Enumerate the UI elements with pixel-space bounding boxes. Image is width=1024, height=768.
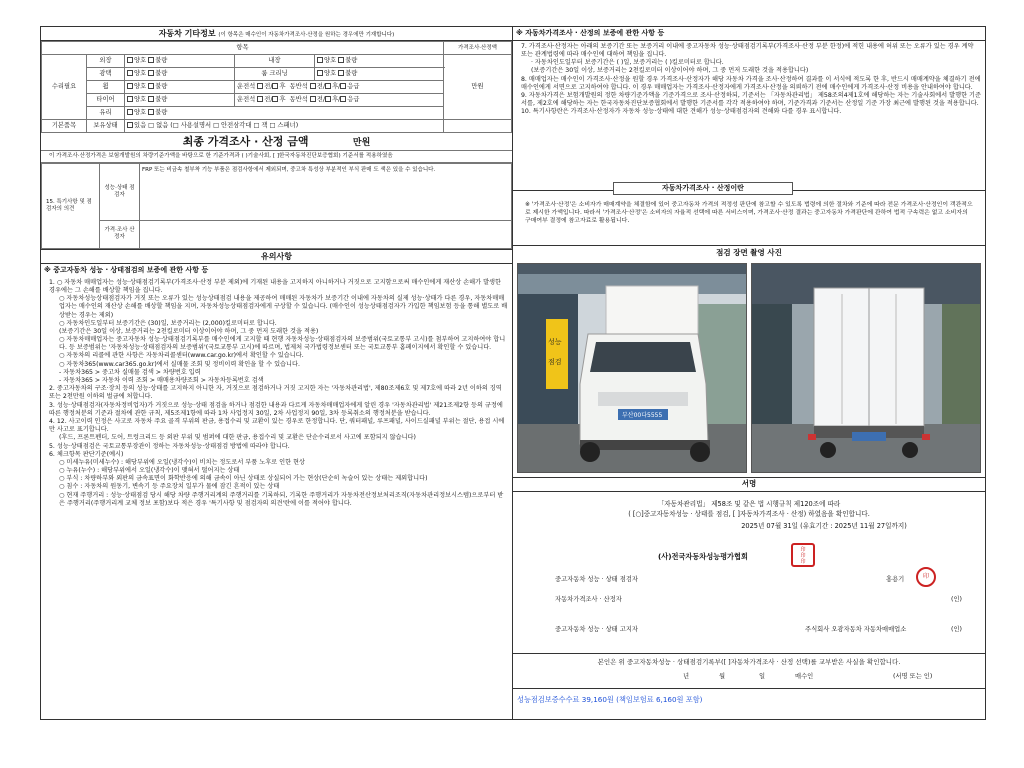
notice-item: (후드, 프론트펜더, 도어, 트렁크리드 등 외판 부위 및 범퍼에 대한 판금, 용접수리 및 교환은 단순수리로서 사고에 포함되지 않습니다) [59,434,416,442]
other-info-note: (이 항목은 매수인이 자동차가격조사·산정을 원하는 경우에만 기재합니다) [218,32,395,38]
notice-item: 7. 가격조사·산정자는 아래의 보증기간 또는 보증거리 이내에 중고자동차 성능·상태점검기록부(가격조사·산정 부분 한정)에 적힌 내용에 허위 또는 오류가 있는 경우 계약 또는 관계법령에 따라 매수인에 대하여 책임을 집니다. [521,42,974,58]
repair-label: 수리필요 [42,55,87,120]
checkbox[interactable] [127,83,133,89]
photo-title: 점검 장면 촬영 사진 [716,248,782,257]
notice-item: ○ 누유(누수) : 해당부위에서 오일(냉각수)이 맺혀서 떨어지는 상태 [59,467,240,475]
notice-list [41,277,512,508]
price-section-title: ※ 자동차가격조사 · 산정의 보증에 관한 사항 등 [513,27,985,41]
row2-label: 자동차가격조사 · 산정자 [555,596,622,603]
checkbox[interactable] [338,57,344,63]
definition-text: ※ '가격조사·산정'은 소비자가 매매계약을 체결함에 있어 중고자동차 가격의 적정성 판단에 참고할 수 있도록 법령에 의한 절차와 기준에 따라 전문 가격조사·산정인이 객관적으로 제시한 가액입니다. 따라서 '가격조사·산정'은 소비자의 자율적 선택에 따른 서비스이며, 가격조사·산정 결과는 중고자동차 가격판단에 관하여 법적 구속력은 없고 소비자의 구매여부 결정에 참고자료로 활용됩니다. [525,202,973,224]
row-label: 타이어 [87,94,125,107]
good-bad-check: 양호 불량 [315,68,444,81]
notice-item: ○ 자동차의 리콜에 관한 사항은 자동차리콜센터(www.car.go.kr)에서 확인할 수 있습니다. [59,352,304,360]
left-column [41,27,513,719]
notice-item: (보증기간은 30일 이상, 보증거리는 2천킬로미터 이상이어야 하며, 그 중 먼저 도래한 것을 적용) [59,327,319,335]
col-price-header: 가격조사·산정액 [444,42,512,55]
col-item-header: 항목 [42,42,444,55]
other-info-header [41,27,512,41]
basic-status: 보유상태 [87,120,125,133]
other-info-title: 자동차 기타정보 [158,29,216,38]
good-bad-check: 양호 불량 [125,81,235,94]
good-bad-check: 양호 불량 [125,107,444,120]
price-list [513,41,985,191]
notice-item: ○ 미세누유(미세누수) : 해당부위에 오일(냉각수)이 비치는 정도로서 부품 노후로 인한 현상 [59,458,306,466]
checkbox[interactable] [340,96,346,102]
org-name: (사)전국자동차성능평가협회 [658,552,748,561]
day: 일 [759,673,766,680]
row-label2: 룸 크리닝 [235,68,315,81]
row-label: 휠 [87,81,125,94]
checkbox[interactable] [127,57,133,63]
truck-rear-photo [751,263,981,473]
year: 년 [683,673,690,680]
checkbox[interactable] [127,109,133,115]
checkbox[interactable] [325,96,331,102]
row3-label: 중고자동차 성능 · 상태 고지자 [555,626,639,633]
notice-title: 유의사항 [41,249,512,264]
svg-text:성능: 성능 [548,338,562,346]
checkbox[interactable] [317,70,323,76]
opinion-sub2: 가격·조사 산정자 [100,220,140,248]
plate-text: 부산00다5555 [622,412,663,419]
notice-item: ○ 침수 : 자동차의 원동기, 변속기 등 주요장치 일부가 물에 잠긴 흔적이 있는 상태 [59,483,280,491]
checkbox[interactable] [317,57,323,63]
row-label: 광택 [87,68,125,81]
notice-item: ○ 자동차매매업자는 중고자동차 성능·상태점검기록부를 매수인에게 고지할 때 현행 자동차성능·상태점검자의 보증범위(국토교통부 고시)를 첨부하여 고지하여야 합니다. 등 보증범위는 '자동차성능·상태점검자의 보증범위'(국토교통부 고시)에 따르며, 법제처 국가법령정보센터 또는 국토교통부 홈페이지에서 확인할 수 있습니다. [59,336,506,352]
notice-item: 1. ○ 자동차 매매업자는 성능·상태점검기록부(가격조사·산정 부분 제외)에 기재된 내용을 고지하지 아니하거나 거짓으로 고지함으로써 매수인에게 재산상 손해가 발생한 경우에는 그 손해를 배상할 책임을 집니다. [49,278,501,294]
checkbox[interactable] [340,83,346,89]
notice-item: 3. 성능·상태점검자(자동차정비업자)가 거짓으로 성능·상태 점검을 하거나 점검한 내용과 다르게 자동차매매업자에게 알린 경우 '자동차관리법' 제21조제2항 등의 규정에 따른 행정처분의 기준과 절차에 관한 규칙, 제5조제1항에 따라 1차 사업정지 30일, 2차 사업정지 90일, 3차 등록취소의 행정처분을 받습니다. [49,401,503,417]
confirm-text: 본인은 위 중고자동차성능 · 상태점검기록부([ ]자동차가격조사 · 산정 선택)를 교부받은 사실을 확인합니다. [597,658,901,666]
row-label2: 내장 [235,55,315,68]
checkbox[interactable] [148,70,154,76]
notice-item: ○ 자동차성능상태점검자가 거짓 또는 오류가 있는 성능상태점검 내용을 제공하여 매매된 자동차가 보증기간 이내에 자동차의 실제 성능·상태가 다른 경우, 자동차매매업자는 매수인의 재산상 손해를 배상할 책임을 지며, 자동차성능상태점검자에게 구상할 수 있습니다. (매수인이 성능상태점검자가 가입한 책임보험 등을 통해 별도로 배상받는 경우는 제외) [59,295,508,319]
row1-label: 중고자동차 성능 · 상태 점검자 [555,576,639,583]
checkbox[interactable] [148,57,154,63]
notice-section-title: ※ 중고자동차 성능 · 상태점검의 보증에 관한 사항 등 [44,266,209,274]
checkbox[interactable] [127,96,133,102]
inspector-seal-icon: 印 [916,567,936,587]
notice-item: 10. 특기사항란은 가격조사·산정자가 자동차 성능·상태에 대한 견해가 성능·상태점검자의 견해와 다를 경우 표시합니다. [521,108,842,116]
sign-statement [513,499,985,532]
checkbox[interactable] [325,83,331,89]
checkbox[interactable] [257,96,263,102]
opinion-sub1-text: FRP 또는 비금속 철부착 기능 부품은 점검사항에서 제외되며, 중고차 특성상 부분적인 부식 판매 도 색은 있을 수 있습니다. [140,164,512,221]
buyer-label: 매수인 [795,673,814,680]
sign-title: 서명 [741,479,757,488]
org-seal-icon: 印 印 印 [791,543,815,567]
checkbox[interactable] [310,96,316,102]
sign-line2: ( [○]중고자동차성능 · 상태를 점검, [ ]자동차가격조사 · 산정) 하였음을 확인합니다. [628,510,870,519]
final-price-row [41,133,512,151]
checkbox[interactable] [148,83,154,89]
final-unit: 만원 [352,138,371,148]
position-check: 운전석 전/ 후 동반석 전/ 후/ 응급 [235,94,444,107]
position-check: 운전석 전/ 후 동반석 전/ 후/ 응급 [235,81,444,94]
opinion-table [41,163,512,249]
buyer-sig: (서명 또는 인) [893,673,933,680]
row3-name: 주식회사 오광자동차 자동차매매업소 [805,626,907,633]
notice-item: · 자동차인도일부터 보증기간은 ( )일, 보증거리는 ( )킬로미터로 합니다. [531,59,724,67]
basic-price [444,120,512,133]
checkbox[interactable] [257,83,263,89]
good-bad-check: 양호 불량 [125,55,235,68]
checkbox[interactable] [148,96,154,102]
fee-text: 성능점검보증수수료 39,160원 (책임보험료 6,160원 포함) [517,695,703,704]
basic-items: 있음 □ 없음 (□ 사용설명서 □ 안전삼각대 □ 잭 □ 스패너) [125,120,444,133]
truck-front-photo [517,263,747,473]
notice-item: - 자동차365 > 중고차 실매물 검색 > 차량번호 입력 [59,368,201,376]
checkbox[interactable] [272,96,278,102]
good-bad-check: 양호 불량 [315,55,444,68]
opinion-sub1: 성능·상태 점검자 [100,164,140,221]
sign-line1: 「자동차관리법」 제58조 및 같은 법 시행규칙 제120조에 따라 [657,500,841,508]
opinion-label: 15. 특기사항 및 점검자의 의견 [42,164,100,249]
price-won: 만원 [444,55,512,120]
notice-item: 2. 중고자동차의 구조·장치 등의 성능·상태를 고지하지 아니한 자, 거짓으로 점검하거나 거짓 고지한 자는 '자동차관리법', 제80조제6호 및 제7호에 따라 2년 이하의 징역 또는 2천만원 이하의 벌금에 처합니다. [49,385,502,401]
notice-item: - 자동차365 > 자동차 이력 조회 > 매매용차량조회 > 자동차등록번호 검색 [59,377,264,384]
checkbox[interactable] [148,109,154,115]
inspection-record-page [40,26,986,720]
notice-item: ○ 현재 주행거리 : 성능·상태점검 당시 해당 차량 주행거리계의 주행거리를 기록하되, 기록한 주행거리가 자동차전산정보처리조직(자동차관리정보시스템)으로부터 받은 주행거리(주행거리계 교체 정보 포함)보다 적은 경우 '특기사항 및 점검자의 의견'란에 이를 적어야 합니다. [59,491,504,507]
row3-seal: (인) [951,626,962,633]
notice-item: (보증기간은 30일 이상, 보증거리는 2천킬로미터 이상이어야 하며, 그 중 먼저 도래한 것을 적용합니다) [531,67,809,75]
notice-item: ○ 자동차365(www.car365.go.kr)에서 실매물 조회 및 정비이력 확인을 할 수 있습니다. [59,360,300,368]
month: 월 [719,673,726,680]
definition-title: 자동차가격조사 · 산정이란 [613,182,793,195]
notice-item: 4. 12. 사고이력 인정은 사고로 자동차 주요 골격 부위의 판금, 용접수리 및 교환이 있는 경우로 한정합니다. 단, 쿼터패널, 루프패널, 사이드실패널 부위는 절단, 용접 시에만 사고로 표기합니다. [49,417,505,434]
row-label: 외장 [87,55,125,68]
notice-item: 5. 성능·상태점검은 국토교통부장관이 정하는 자동차성능·상태점검 방법에 따라야 합니다. [49,442,290,450]
notice-item: 6. 체크항목 판단기준(예시) [49,450,124,458]
basic-label: 기본품목 [42,120,87,133]
good-bad-check: 양호 불량 [125,94,235,107]
notice-item: ○ 자동차인도일부터 보증기간은 (30)일, 보증거리는 (2,000)킬로미터로 합니다. [59,319,277,327]
checkbox[interactable] [310,83,316,89]
opinion-sub2-text [140,220,512,248]
good-bad-check: 양호 불량 [125,68,235,81]
notice-item: ○ 부식 : 차량하부와 외판의 금속표면이 화학반응에 의해 금속이 아닌 상태로 상실되어 가는 현상(단순히 녹슬어 있는 상태는 제외합니다) [59,475,428,483]
notice-item: 9. 자동차가격은 보험개발원의 정한 차량기준가액을 기준가격으로 조사·산정하되, 기준서는 「자동차관리법」 제58조의4제1호에 해당하는 자는 기술사회에서 발행한 기준서를, 제2호에 해당하는 자는 한국자동차진단보증협회에서 발행한 기준서를 각각 적용하여야 하며, 기준가격과 기준서는 산정일 기준 가장 최근에 발행된 것을 적용합니다. [521,91,981,108]
row1-name: 홍용기 [886,576,905,583]
checkbox[interactable] [127,70,133,76]
right-column [513,27,985,719]
row-label: 유리 [87,107,125,120]
svg-text:점검: 점검 [548,358,562,366]
basis-note: 이 가격조사·산정가격은 보험개발원의 차량기준가액을 바탕으로 한 기준가격과 ( )기술사회, [ ]한국자동차진단보증협회) 기준서를 적용하였음 [41,151,512,163]
checkbox[interactable] [127,122,133,128]
checkbox[interactable] [338,70,344,76]
repair-table [41,41,512,133]
row2-seal: (인) [951,596,962,603]
sign-date: 2025년 07월 31일 (유효기간 : 2025년 11월 27일까지) [741,522,907,531]
final-label: 최종 가격조사 · 산정 금액 [182,135,309,148]
notice-item: 8. 매매업자는 매수인이 가격조사·산정을 원할 경우 가격조사·산정자가 해당 자동차 가격을 조사·산정하여 결과를 이 서식에 적도록 한 후, 반드시 매매계약을 체결하기 전에 매수인에게 서면으로 고지하여야 합니다. 이 경우 매매업자는 가격조사·산정자에게 가격조사·산정을 의뢰하기 전에 매수인에게 가격조사·산정 비용을 안내하여야 합니다. [521,75,981,91]
checkbox[interactable] [272,83,278,89]
